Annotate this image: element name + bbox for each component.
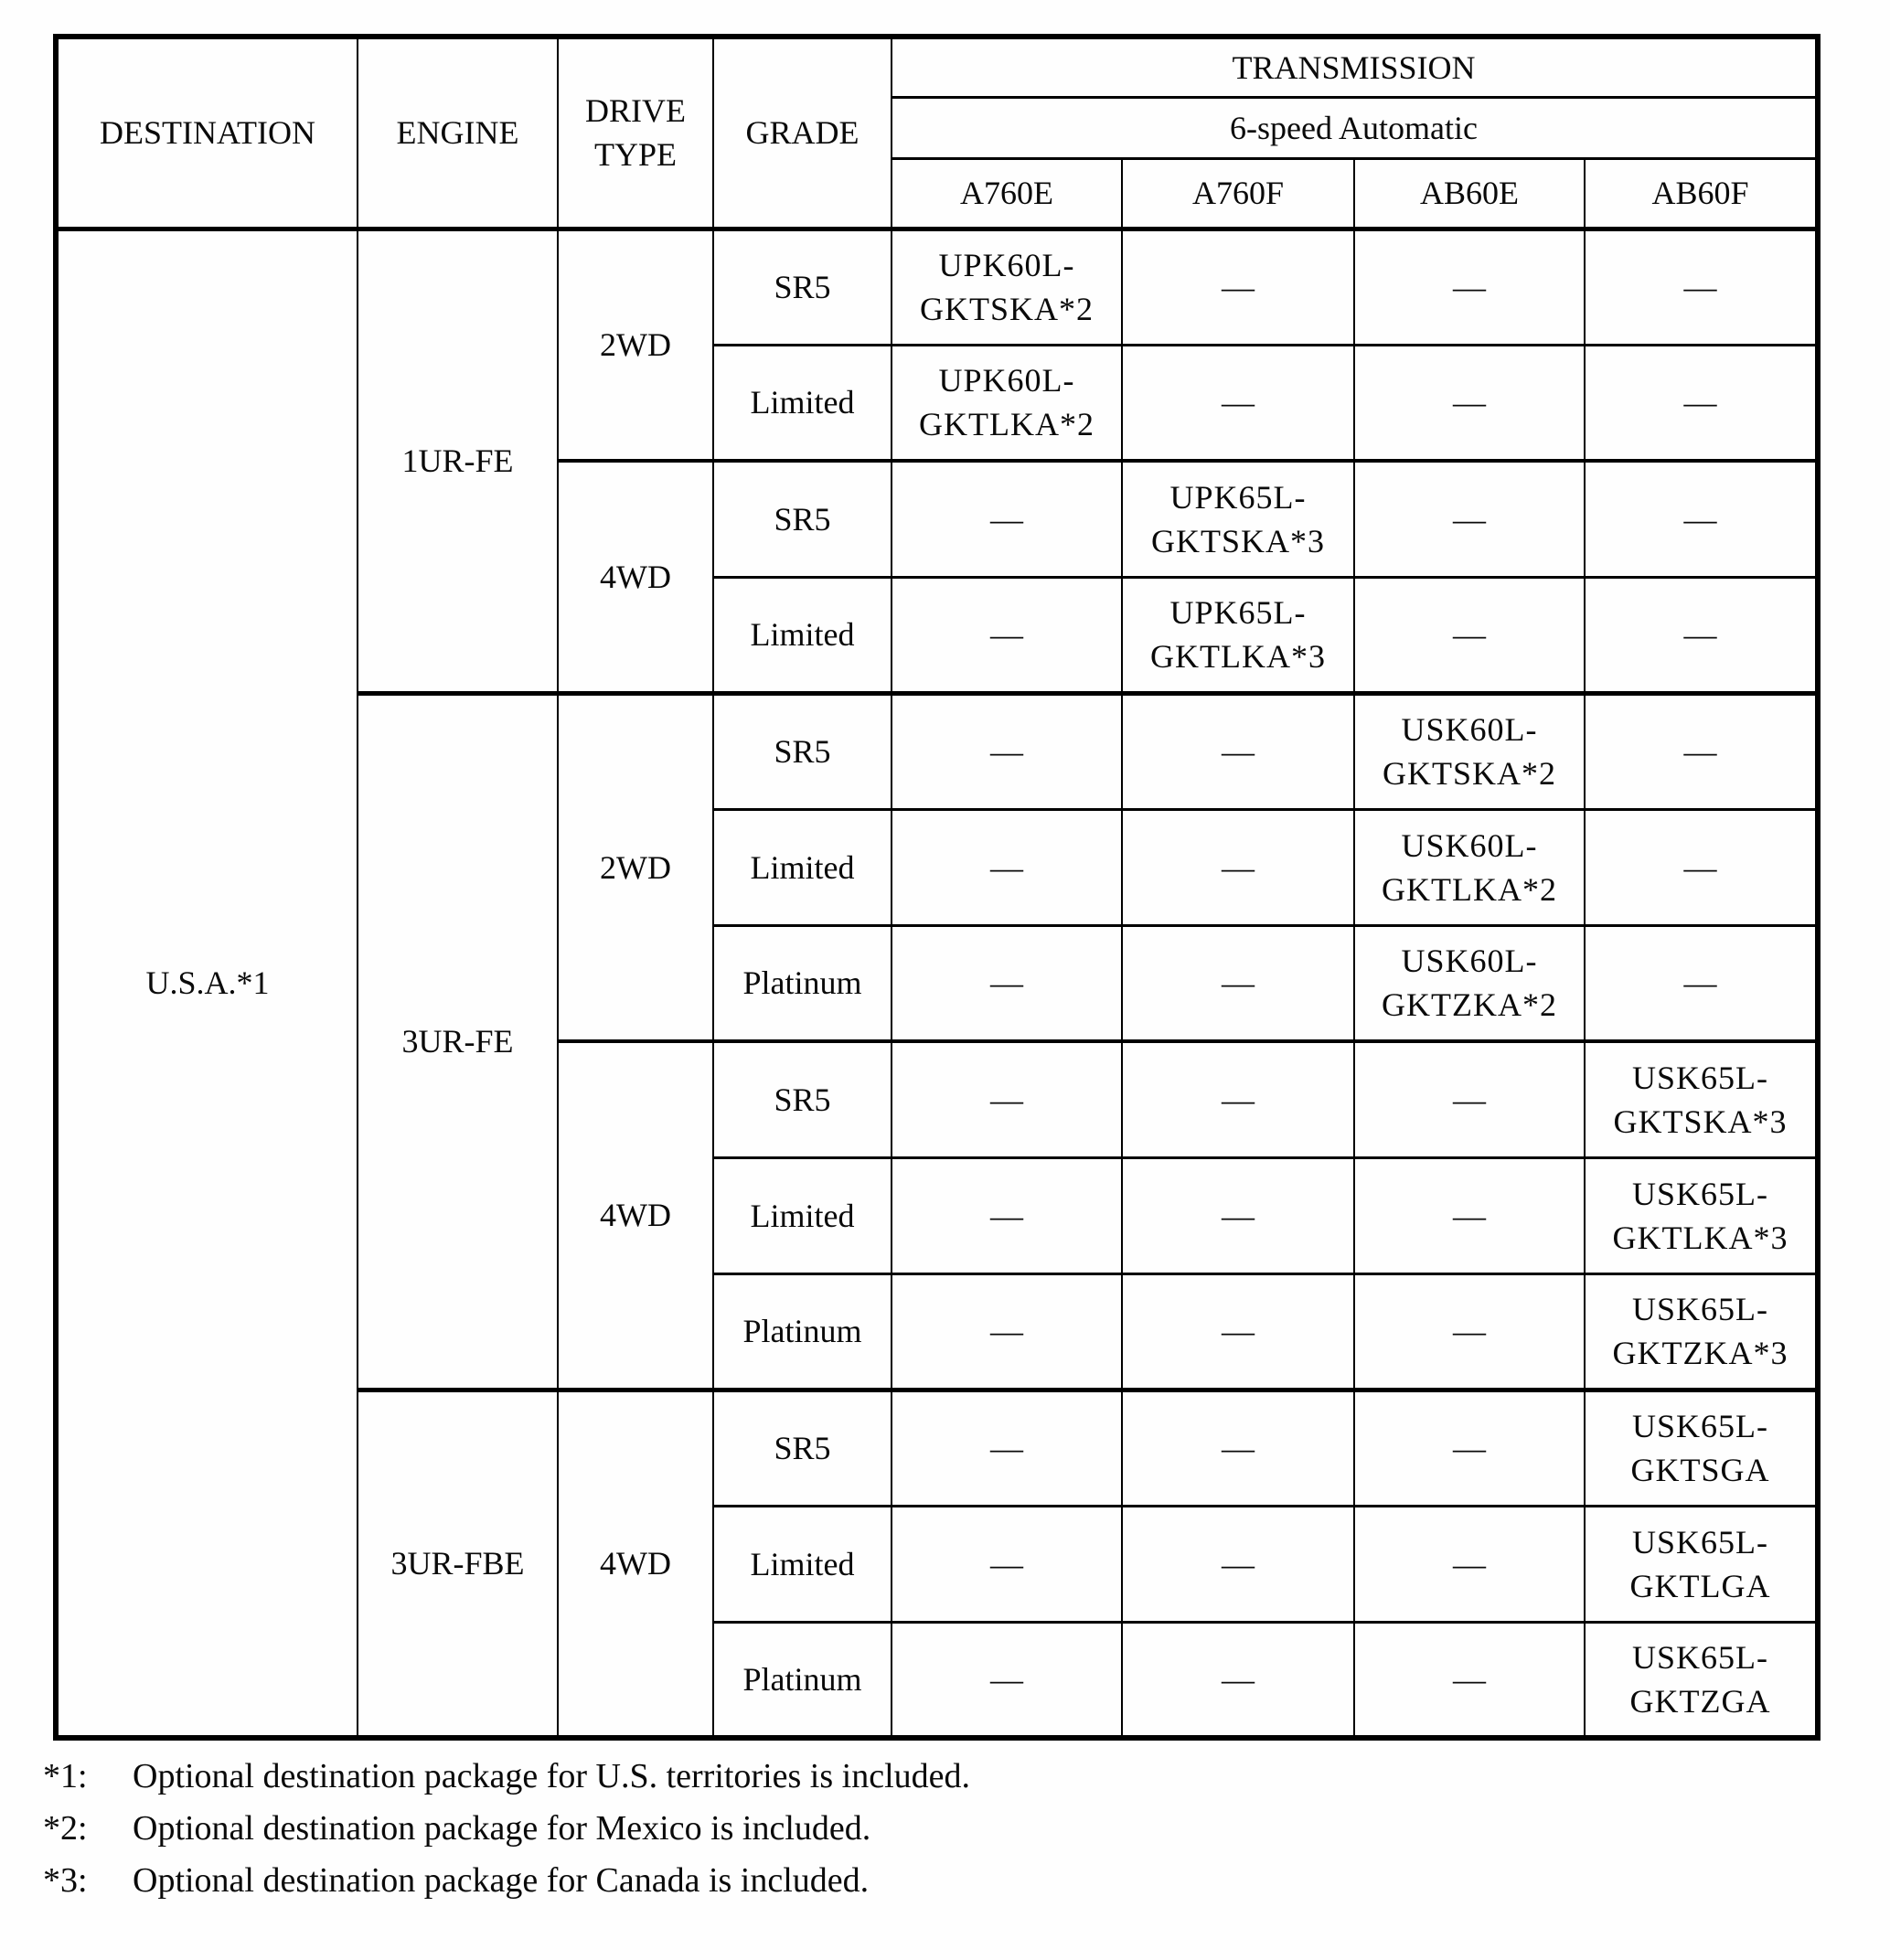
grade-cell: SR5 — [713, 693, 892, 809]
header-row-1 — [56, 37, 1818, 97]
grade-cell: Limited — [713, 345, 892, 461]
value-cell: — — [1585, 925, 1818, 1041]
value-cell: — — [1354, 1390, 1585, 1506]
value-cell: — — [1354, 1273, 1585, 1390]
value-cell: — — [1122, 925, 1354, 1041]
value-cell: — — [1585, 809, 1818, 925]
grade-cell: Limited — [713, 577, 892, 693]
engine-cell-3ur-fe: 3UR-FE — [358, 693, 558, 1390]
value-cell: — — [892, 1622, 1122, 1738]
footnote-text: Optional destination package for Canada is included. — [133, 1861, 870, 1900]
value-cell: USK65L-GKTSKA*3 — [1585, 1041, 1818, 1157]
grade-cell: SR5 — [713, 1041, 892, 1157]
value-cell: — — [1354, 1622, 1585, 1738]
header-transmission: TRANSMISSION — [892, 37, 1818, 97]
col-header-ab60f: AB60F — [1585, 158, 1818, 229]
header-transmission-type: 6-speed Automatic — [892, 97, 1818, 158]
footnote — [43, 1756, 970, 1808]
grade-cell: SR5 — [713, 461, 892, 577]
value-cell: USK65L-GKTZGA — [1585, 1622, 1818, 1738]
drive-cell-4wd: 4WD — [558, 1390, 713, 1738]
footnote — [43, 1860, 970, 1912]
value-cell: — — [892, 577, 1122, 693]
grade-cell: Limited — [713, 809, 892, 925]
value-cell: — — [892, 1157, 1122, 1273]
value-cell: — — [1585, 345, 1818, 461]
value-cell: — — [1122, 1273, 1354, 1390]
grade-cell: Platinum — [713, 1622, 892, 1738]
model-code-table — [53, 34, 1821, 1741]
value-cell: USK65L-GKTLGA — [1585, 1506, 1818, 1622]
value-cell: — — [1354, 461, 1585, 577]
value-cell: — — [1354, 1041, 1585, 1157]
footnote-marker: *1: — [43, 1757, 88, 1795]
value-cell: — — [1585, 693, 1818, 809]
col-header-a760e: A760E — [892, 158, 1122, 229]
value-cell: USK60L-GKTZKA*2 — [1354, 925, 1585, 1041]
value-cell: — — [892, 925, 1122, 1041]
value-cell: USK65L-GKTSGA — [1585, 1390, 1818, 1506]
value-cell: — — [1354, 1506, 1585, 1622]
value-cell: — — [892, 1041, 1122, 1157]
grade-cell: SR5 — [713, 1390, 892, 1506]
value-cell: — — [1122, 345, 1354, 461]
value-cell: — — [1122, 229, 1354, 345]
value-cell: — — [1122, 809, 1354, 925]
footnote-marker: *3: — [43, 1861, 88, 1900]
footnotes — [43, 1756, 970, 1912]
grade-cell: Platinum — [713, 925, 892, 1041]
footnote-marker: *2: — [43, 1809, 88, 1848]
value-cell: — — [1585, 461, 1818, 577]
value-cell: USK65L-GKTZKA*3 — [1585, 1273, 1818, 1390]
value-cell: UPK65L-GKTSKA*3 — [1122, 461, 1354, 577]
grade-cell: Limited — [713, 1506, 892, 1622]
drive-cell-2wd: 2WD — [558, 693, 713, 1041]
value-cell: — — [892, 1273, 1122, 1390]
engine-cell-3ur-fbe: 3UR-FBE — [358, 1390, 558, 1738]
value-cell: — — [1122, 1390, 1354, 1506]
col-header-ab60e: AB60E — [1354, 158, 1585, 229]
footnote-text: Optional destination package for U.S. territories is included. — [133, 1757, 970, 1795]
value-cell: — — [892, 693, 1122, 809]
value-cell: — — [892, 1390, 1122, 1506]
header-destination: DESTINATION — [56, 37, 358, 229]
value-cell: — — [892, 809, 1122, 925]
value-cell: UPK60L-GKTSKA*2 — [892, 229, 1122, 345]
value-cell: USK60L-GKTSKA*2 — [1354, 693, 1585, 809]
header-grade: GRADE — [713, 37, 892, 229]
value-cell: — — [1585, 229, 1818, 345]
footnote-text: Optional destination package for Mexico is included. — [133, 1809, 871, 1848]
grade-cell: Platinum — [713, 1273, 892, 1390]
value-cell: — — [1354, 229, 1585, 345]
engine-cell-1ur-fe: 1UR-FE — [358, 229, 558, 693]
value-cell: — — [1354, 1157, 1585, 1273]
value-cell: — — [1122, 693, 1354, 809]
value-cell: UPK60L-GKTLKA*2 — [892, 345, 1122, 461]
value-cell: USK60L-GKTLKA*2 — [1354, 809, 1585, 925]
col-header-a760f: A760F — [1122, 158, 1354, 229]
header-engine: ENGINE — [358, 37, 558, 229]
grade-cell: Limited — [713, 1157, 892, 1273]
value-cell: — — [1122, 1622, 1354, 1738]
destination-cell: U.S.A.*1 — [56, 229, 358, 1738]
drive-cell-4wd: 4WD — [558, 461, 713, 693]
value-cell: — — [1122, 1157, 1354, 1273]
value-cell: UPK65L-GKTLKA*3 — [1122, 577, 1354, 693]
drive-cell-2wd: 2WD — [558, 229, 713, 461]
value-cell: — — [1585, 577, 1818, 693]
value-cell: — — [1122, 1506, 1354, 1622]
table-row — [56, 229, 1818, 345]
value-cell: USK65L-GKTLKA*3 — [1585, 1157, 1818, 1273]
value-cell: — — [1354, 345, 1585, 461]
value-cell: — — [892, 1506, 1122, 1622]
footnote — [43, 1808, 970, 1860]
value-cell: — — [892, 461, 1122, 577]
drive-cell-4wd: 4WD — [558, 1041, 713, 1390]
value-cell: — — [1122, 1041, 1354, 1157]
value-cell: — — [1354, 577, 1585, 693]
grade-cell: SR5 — [713, 229, 892, 345]
header-drive-type: DRIVE TYPE — [558, 37, 713, 229]
